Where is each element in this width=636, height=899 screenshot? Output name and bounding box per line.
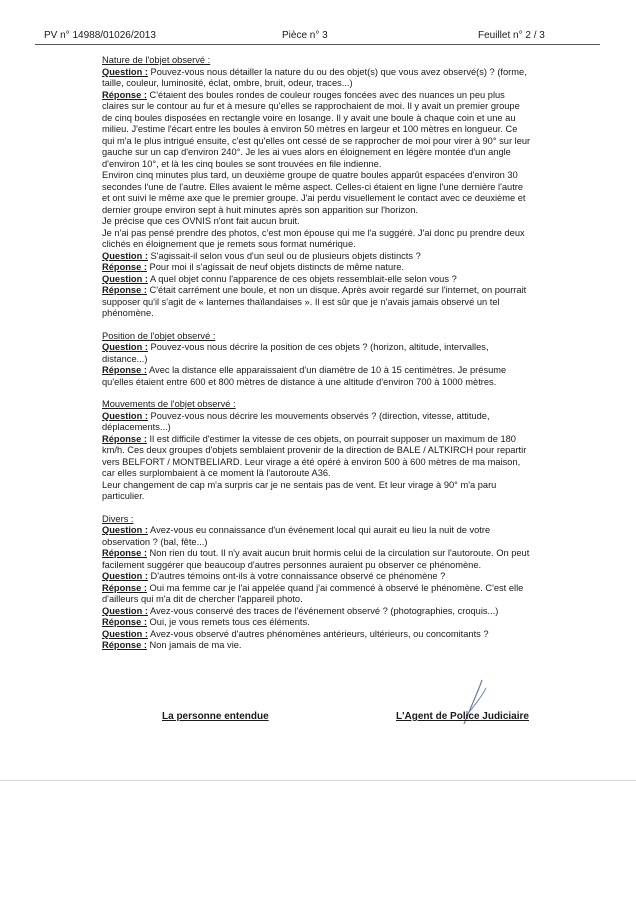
question-text: D'autres témoins ont-ils à votre connaissance observé ce phénomène ? — [147, 571, 446, 581]
qa-answer — [102, 583, 532, 606]
question-label: Question : — [102, 410, 148, 421]
question-label: Question : — [102, 250, 148, 261]
piece-number: Pièce n° 3 — [282, 30, 328, 41]
footer-divider — [0, 780, 636, 781]
section-title-nature: Nature de l'objet observé : — [102, 55, 211, 65]
question-label: Question : — [102, 571, 148, 581]
pv-number: PV n° 14988/01026/2013 — [44, 30, 156, 41]
answer-text: Non jamais de ma vie. — [146, 640, 242, 650]
answer-label: Réponse : — [102, 89, 147, 100]
question-text: Avez-vous eu connaissance d'un événement local qui aurait eu lieu la nuit de votre observation ? (bal, fête...) — [102, 525, 491, 547]
qa-answer — [102, 90, 532, 171]
question-label: Question : — [102, 66, 148, 77]
qa-question — [102, 274, 532, 286]
question-text: Pouvez-vous nous détailler la nature du ou des objet(s) que vous avez observé(s) ? (forme, taille, couleur, luminosité, éclat, ombre, bruit, odeur, traces...) — [102, 66, 527, 88]
answer-label: Réponse : — [102, 433, 147, 444]
qa-answer — [102, 640, 532, 652]
question-label: Question : — [102, 605, 148, 616]
answer-text: Il est difficile d'estimer la vitesse de ces objets, on pourrait supposer un maximum de 180 km/h. Ces deux groupes d'objets semblaient provenir de la direction de BALE / ALTKIRCH pour repartir vers BELFORT / MONTBELIARD. Leur virage a été opéré à environ 500 à 600 mètres de ma maison, car elles surplombaient à ce moment là l'autoroute A36. — [102, 433, 527, 478]
section-title-mouvements: Mouvements de l'objet observé : — [102, 399, 236, 409]
answer-text: Pour moi il s'agissait de neuf objets distincts de même nature. — [146, 262, 405, 272]
question-text: Pouvez-vous nous décrire la position de ces objets ? (horizon, altitude, intervalles, distance...) — [102, 342, 489, 364]
question-text: S'agissait-il selon vous d'un seul ou de plusieurs objets distincts ? — [147, 250, 421, 261]
paragraph: Environ cinq minutes plus tard, un deuxième groupe de quatre boules apparût espacées d'environ 30 secondes l'une de l'autre. Elles avaient le même aspect. Celles-ci étaient en ligne l'une dernière l'autre et ont suivi le même axe que le premier groupe. J'ai perdu visuellement le contact avec ce deuxième et dernier groupe environ sept à huit minutes après son apparition sur l'horizon. — [102, 170, 526, 215]
qa-answer — [102, 285, 532, 320]
question-text: Pouvez-vous nous décrire les mouvements observés ? (direction, vitesse, attitude, déplacements...) — [102, 410, 490, 432]
qa-question — [102, 606, 532, 618]
document-body — [102, 55, 532, 652]
qa-answer — [102, 617, 532, 629]
answer-text: Oui, je vous remets tous ces éléments. — [146, 617, 310, 627]
answer-label: Réponse : — [102, 262, 147, 272]
question-label: Question : — [102, 342, 148, 352]
answer-text: Oui ma femme car je l'ai appelée quand j'ai commencé à observé le phénomène. C'est elle d'ailleurs qui m'a dit de chercher l'appareil photo. — [102, 582, 524, 604]
answer-label: Réponse : — [102, 365, 147, 375]
question-text: A quel objet connu l'apparence de ces objets ressemblait-elle selon vous ? — [147, 273, 457, 284]
question-label: Question : — [102, 628, 148, 639]
qa-question — [102, 342, 532, 365]
signature-label-witness: La personne entendue — [162, 711, 269, 722]
paragraph: Leur changement de cap m'a surpris car je ne sentais pas de vent. Et leur virage à 90° m'a paru particulier. — [102, 479, 497, 501]
question-text: Avez-vous conservé des traces de l'événement observé ? (photographies, croquis...) — [147, 605, 499, 616]
feuillet-number: Feuillet n° 2 / 3 — [478, 30, 545, 41]
answer-text: C'était carrément une boule, et non un disque. Après avoir regardé sur l'internet, on pourrait supposer qu'il s'agit de « lanternes thaïlandaises ». Il est sûr que je n'avais jamais observé un tel phénomène. — [102, 285, 527, 318]
paragraph: Je précise que ces OVNIS n'ont fait aucun bruit. — [102, 216, 300, 226]
section-title-divers: Divers : — [102, 513, 134, 524]
answer-label: Réponse : — [102, 285, 147, 295]
qa-answer — [102, 548, 532, 571]
qa-question — [102, 67, 532, 90]
spacer — [102, 503, 532, 514]
spacer — [102, 388, 532, 399]
qa-answer — [102, 434, 532, 480]
qa-question — [102, 525, 532, 548]
header-divider — [35, 44, 600, 45]
qa-question — [102, 411, 532, 434]
answer-text: Avec la distance elle apparaissaient d'un diamètre de 10 à 15 centimètres. Je présume qu'elles étaient entre 600 et 800 mètres de distance à une altitude d'environ 700 à 1000 mètres. — [102, 365, 507, 387]
answer-label: Réponse : — [102, 548, 147, 558]
answer-label: Réponse : — [102, 640, 147, 650]
qa-answer — [102, 262, 532, 274]
answer-label: Réponse : — [102, 617, 147, 627]
answer-text: C'étaient des boules rondes de couleur rouges foncées avec des nuances un peu plus claires sur le contour au fur et à mesure qu'elles se rapprochaient de moi. Il y avait un premier groupe de cinq boules disposées en rectangle voire en losange. Il y avait une boule à chaque coin et une au milieu. J'estime l'écart entre les boules à environ 50 mètres en largeur et 100 mètres en longueur. Ce qui m'a le plus intrigué ensuite, c'est qu'elles ont cessé de se rapprocher de moi pour virer à 90° sur leur gauche sur un cap d'environ 240°. Je les ai vues alors en éloignement en légère montée d'un angle d'environ 10°, et là les cinq boules se sont trouvées en file indienne. — [102, 89, 531, 169]
question-text: Avez-vous observé d'autres phénomènes antérieurs, ultérieurs, ou concomitants ? — [147, 628, 489, 639]
answer-text: Non rien du tout. Il n'y avait aucun bruit hormis celui de la circulation sur l'autoroute. On peut facilement suggérer que beaucoup d'autres personnes auraient pu observer ce phénomène. — [102, 548, 530, 570]
qa-question — [102, 571, 532, 583]
question-label: Question : — [102, 525, 148, 535]
qa-answer — [102, 365, 532, 388]
answer-label: Réponse : — [102, 582, 147, 593]
signature-line — [0, 711, 636, 727]
question-label: Question : — [102, 273, 148, 284]
qa-question — [102, 629, 532, 641]
page-header — [38, 30, 598, 44]
spacer — [102, 320, 532, 331]
signature-label-agent: L'Agent de Police Judiciaire — [396, 711, 529, 722]
paragraph: Je n'ai pas pensé prendre des photos, c'est mon épouse qui me l'a suggéré. J'ai donc pu prendre deux clichés en éloignement que je remets sous format numérique. — [102, 227, 525, 249]
qa-question — [102, 251, 532, 263]
section-title-position: Position de l'objet observé : — [102, 330, 216, 341]
